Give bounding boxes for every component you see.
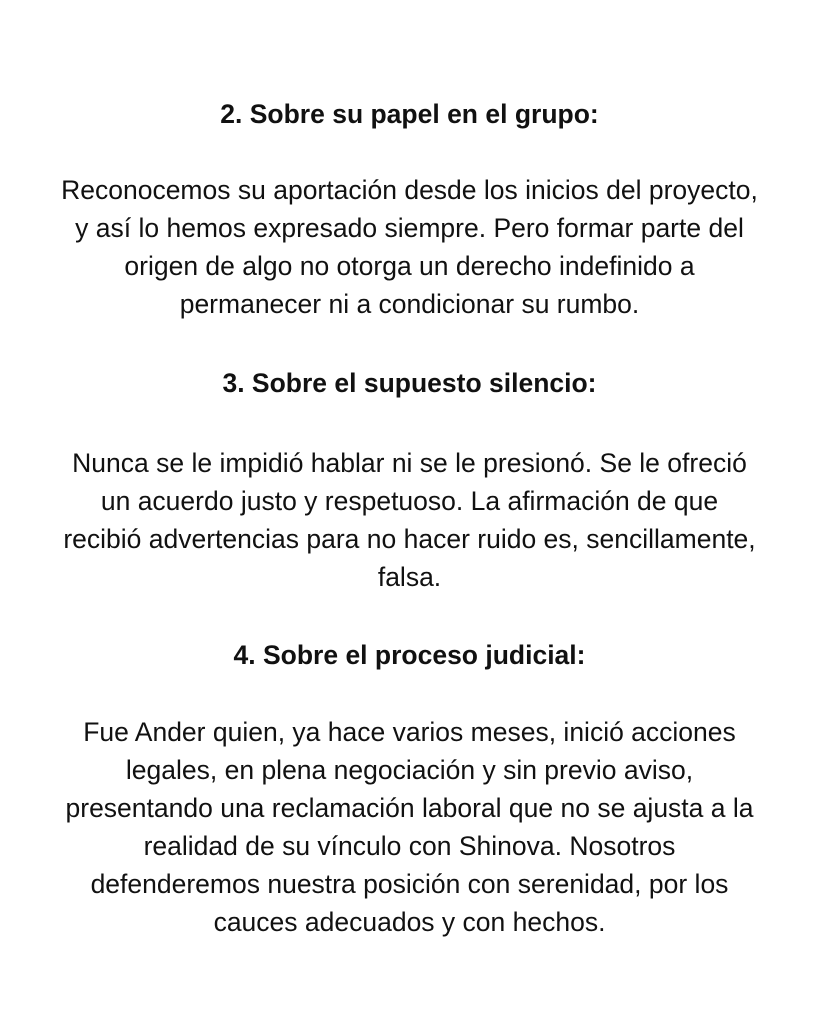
paragraph-line: realidad de su vínculo con Shinova. Nosotros bbox=[143, 831, 676, 861]
paragraph-line: Reconocemos su aportación desde los inicios del proyecto, bbox=[61, 175, 758, 205]
section-heading-papel: 2. Sobre su papel en el grupo: bbox=[220, 99, 599, 129]
paragraph-line: presentando una reclamación laboral que no se ajusta a la bbox=[65, 793, 754, 823]
section-heading-judicial: 4. Sobre el proceso judicial: bbox=[233, 640, 586, 670]
section-body-judicial bbox=[0, 713, 819, 941]
paragraph-line: y así lo hemos expresado siempre. Pero formar parte del bbox=[75, 213, 744, 243]
section-body-silencio bbox=[0, 444, 819, 596]
paragraph-line: cauces adecuados y con hechos. bbox=[213, 907, 606, 937]
paragraph-line: origen de algo no otorga un derecho indefinido a bbox=[124, 251, 695, 281]
section-heading-silencio: 3. Sobre el supuesto silencio: bbox=[222, 368, 597, 398]
paragraph-line: recibió advertencias para no hacer ruido es, sencillamente, bbox=[63, 524, 756, 554]
paragraph-line: un acuerdo justo y respetuoso. La afirmación de que bbox=[100, 486, 719, 516]
paragraph-line: permanecer ni a condicionar su rumbo. bbox=[179, 289, 640, 319]
paragraph-line: falsa. bbox=[377, 562, 442, 592]
paragraph-line: Nunca se le impidió hablar ni se le presionó. Se le ofreció bbox=[72, 448, 747, 478]
section-body-papel bbox=[0, 171, 819, 323]
paragraph-line: Fue Ander quien, ya hace varios meses, inició acciones bbox=[83, 717, 736, 747]
paragraph-line: defenderemos nuestra posición con serenidad, por los bbox=[90, 869, 729, 899]
paragraph-line: legales, en plena negociación y sin previo aviso, bbox=[125, 755, 694, 785]
